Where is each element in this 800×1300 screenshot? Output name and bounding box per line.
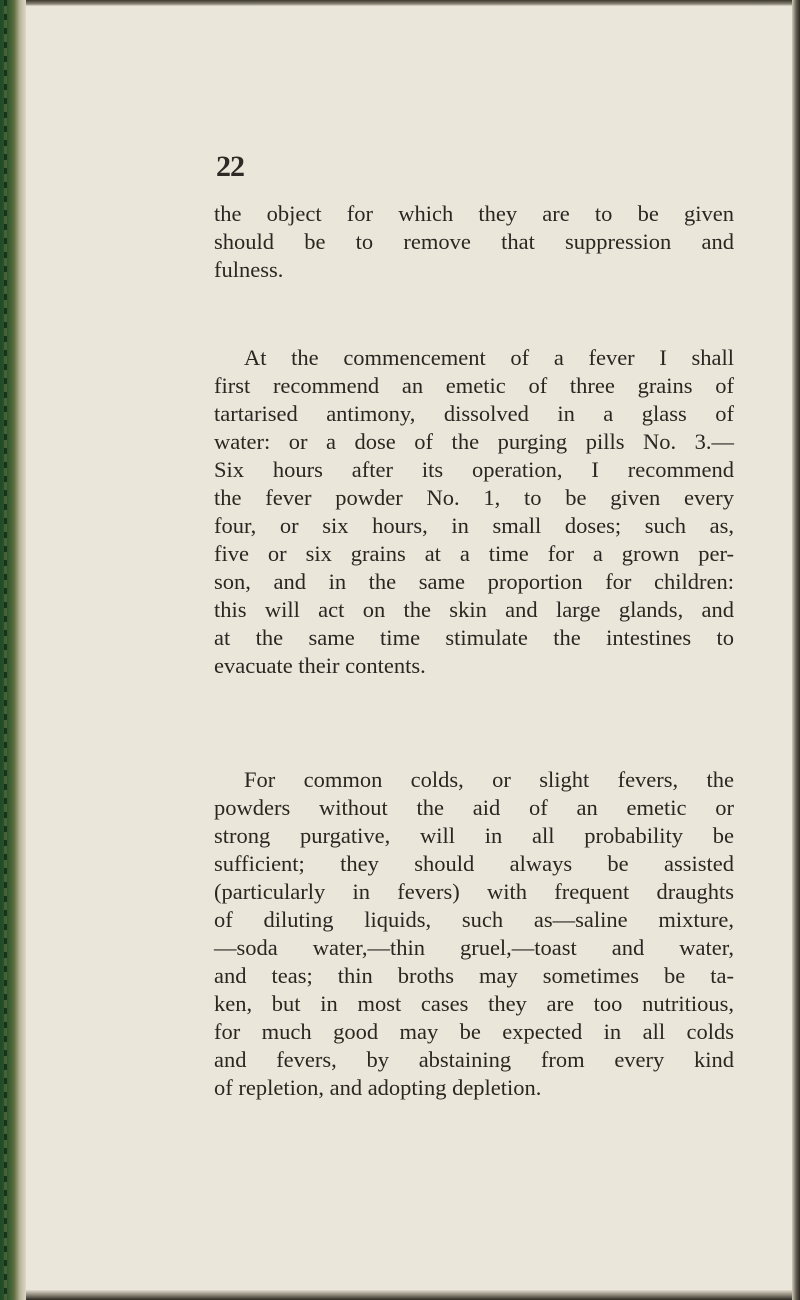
paragraph-2 xyxy=(214,344,734,680)
text-line: sufficient; they should always be assisted xyxy=(214,851,734,876)
text-line: tartarised antimony, dissolved in a glass of xyxy=(214,401,734,426)
bottom-page-edge xyxy=(26,1290,792,1300)
text-line: Six hours after its operation, I recommend xyxy=(214,457,734,482)
binding-gutter xyxy=(0,0,26,1300)
text-line: son, and in the same proportion for children: xyxy=(214,569,734,594)
page-number: 22 xyxy=(216,150,244,183)
paragraph-1 xyxy=(214,200,734,284)
text-line: strong purgative, will in all probability be xyxy=(214,823,734,848)
top-page-edge xyxy=(26,0,792,6)
text-line: should be to remove that suppression and xyxy=(214,229,734,254)
text-line: the object for which they are to be given xyxy=(214,201,734,226)
text-line: of diluting liquids, such as—saline mixture, xyxy=(214,907,734,932)
text-line: five or six grains at a time for a grown per- xyxy=(214,541,734,566)
text-line: ken, but in most cases they are too nutritious, xyxy=(214,991,734,1016)
text-line: water: or a dose of the purging pills No. 3.— xyxy=(214,429,734,454)
text-line: For common colds, or slight fevers, the xyxy=(244,767,734,792)
text-line: powders without the aid of an emetic or xyxy=(214,795,734,820)
text-line: and fevers, by abstaining from every kind xyxy=(214,1047,734,1072)
text-line: of repletion, and adopting depletion. xyxy=(214,1075,542,1100)
text-line: fulness. xyxy=(214,257,284,282)
text-line: At the commencement of a fever I shall xyxy=(244,345,734,370)
text-line: at the same time stimulate the intestines to xyxy=(214,625,734,650)
paragraph-3 xyxy=(214,766,734,1102)
text-line: (particularly in fevers) with frequent draughts xyxy=(214,879,734,904)
text-line: four, or six hours, in small doses; such as, xyxy=(214,513,734,538)
text-line: the fever powder No. 1, to be given every xyxy=(214,485,734,510)
text-line: for much good may be expected in all colds xyxy=(214,1019,734,1044)
text-line: and teas; thin broths may sometimes be ta- xyxy=(214,963,734,988)
text-line: evacuate their contents. xyxy=(214,653,426,678)
right-page-edge xyxy=(792,0,800,1300)
text-line: this will act on the skin and large glands, and xyxy=(214,597,734,622)
text-line: first recommend an emetic of three grains of xyxy=(214,373,734,398)
text-line: —soda water,—thin gruel,—toast and water, xyxy=(214,935,734,960)
